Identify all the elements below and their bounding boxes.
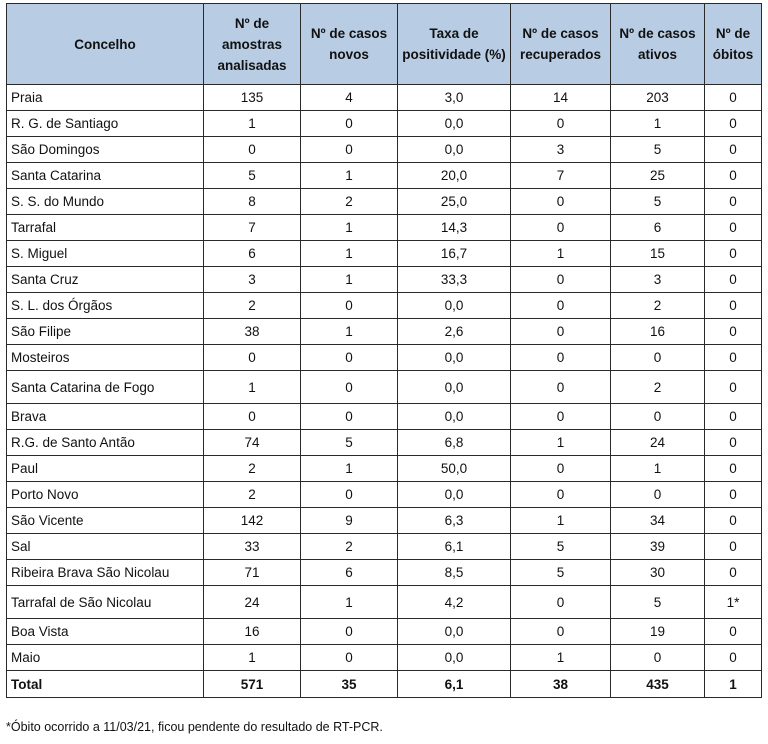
cell-casos-novos: 1 — [301, 586, 398, 619]
cell-recuperados: 0 — [511, 482, 611, 508]
cell-ativos: 1 — [611, 456, 705, 482]
table-row — [7, 619, 762, 645]
table-row — [7, 241, 762, 267]
cell-ativos: 0 — [611, 404, 705, 430]
cell-recuperados: 1 — [511, 241, 611, 267]
cell-ativos: 39 — [611, 534, 705, 560]
cell-ativos: 203 — [611, 85, 705, 111]
cell-obitos: 0 — [705, 137, 762, 163]
cell-amostras: 33 — [204, 534, 301, 560]
cell-taxa: 0,0 — [398, 645, 511, 671]
cell-casos-novos: 1 — [301, 456, 398, 482]
cell-obitos: 1* — [705, 586, 762, 619]
total-ativos: 435 — [611, 671, 705, 698]
table-row — [7, 508, 762, 534]
header-row — [7, 4, 762, 85]
cell-recuperados: 0 — [511, 619, 611, 645]
cell-recuperados: 5 — [511, 560, 611, 586]
table-row — [7, 189, 762, 215]
cell-obitos: 0 — [705, 215, 762, 241]
header-casos-ativos: Nº de casos ativos — [611, 4, 705, 85]
cell-taxa: 0,0 — [398, 619, 511, 645]
table-row — [7, 371, 762, 404]
cell-taxa: 0,0 — [398, 371, 511, 404]
cell-casos-novos: 0 — [301, 345, 398, 371]
cell-obitos: 0 — [705, 293, 762, 319]
cell-concelho: Sal — [7, 534, 204, 560]
cell-casos-novos: 0 — [301, 371, 398, 404]
cell-obitos: 0 — [705, 241, 762, 267]
covid-cases-table — [6, 3, 762, 698]
cell-obitos: 0 — [705, 508, 762, 534]
cell-concelho: S. L. dos Órgãos — [7, 293, 204, 319]
cell-concelho: Praia — [7, 85, 204, 111]
cell-ativos: 16 — [611, 319, 705, 345]
cell-obitos: 0 — [705, 482, 762, 508]
table-footer — [7, 671, 762, 698]
header-recuperados: Nº de casos recuperados — [511, 4, 611, 85]
cell-concelho: Porto Novo — [7, 482, 204, 508]
cell-concelho: Santa Catarina — [7, 163, 204, 189]
cell-ativos: 25 — [611, 163, 705, 189]
header-casos-novos: Nº de casos novos — [301, 4, 398, 85]
cell-amostras: 142 — [204, 508, 301, 534]
cell-recuperados: 1 — [511, 645, 611, 671]
cell-taxa: 0,0 — [398, 404, 511, 430]
cell-concelho: Brava — [7, 404, 204, 430]
table-row — [7, 215, 762, 241]
cell-obitos: 0 — [705, 430, 762, 456]
cell-casos-novos: 0 — [301, 619, 398, 645]
cell-recuperados: 0 — [511, 456, 611, 482]
cell-concelho: R.G. de Santo Antão — [7, 430, 204, 456]
cell-taxa: 2,6 — [398, 319, 511, 345]
cell-ativos: 5 — [611, 586, 705, 619]
cell-recuperados: 0 — [511, 404, 611, 430]
header-taxa-positividade: Taxa de positividade (%) — [398, 4, 511, 85]
cell-taxa: 0,0 — [398, 137, 511, 163]
cell-casos-novos: 2 — [301, 534, 398, 560]
cell-amostras: 2 — [204, 482, 301, 508]
cell-taxa: 20,0 — [398, 163, 511, 189]
header-concelho: Concelho — [7, 4, 204, 85]
cell-taxa: 3,0 — [398, 85, 511, 111]
cell-recuperados: 5 — [511, 534, 611, 560]
header-obitos: Nº de óbitos — [705, 4, 762, 85]
cell-ativos: 19 — [611, 619, 705, 645]
cell-ativos: 30 — [611, 560, 705, 586]
cell-ativos: 1 — [611, 111, 705, 137]
cell-amostras: 2 — [204, 456, 301, 482]
cell-amostras: 74 — [204, 430, 301, 456]
cell-ativos: 34 — [611, 508, 705, 534]
table-row — [7, 482, 762, 508]
total-casos-novos: 35 — [301, 671, 398, 698]
cell-casos-novos: 1 — [301, 163, 398, 189]
cell-concelho: São Filipe — [7, 319, 204, 345]
cell-taxa: 8,5 — [398, 560, 511, 586]
cell-taxa: 6,1 — [398, 534, 511, 560]
cell-amostras: 24 — [204, 586, 301, 619]
cell-taxa: 16,7 — [398, 241, 511, 267]
cell-casos-novos: 1 — [301, 241, 398, 267]
cell-ativos: 6 — [611, 215, 705, 241]
table-row — [7, 293, 762, 319]
cell-amostras: 0 — [204, 345, 301, 371]
cell-casos-novos: 9 — [301, 508, 398, 534]
cell-casos-novos: 0 — [301, 111, 398, 137]
cell-obitos: 0 — [705, 189, 762, 215]
cell-amostras: 1 — [204, 645, 301, 671]
cell-amostras: 1 — [204, 111, 301, 137]
cell-obitos: 0 — [705, 267, 762, 293]
cell-taxa: 25,0 — [398, 189, 511, 215]
cell-obitos: 0 — [705, 111, 762, 137]
cell-casos-novos: 1 — [301, 319, 398, 345]
table-row — [7, 430, 762, 456]
cell-taxa: 6,3 — [398, 508, 511, 534]
cell-obitos: 0 — [705, 163, 762, 189]
cell-obitos: 0 — [705, 645, 762, 671]
cell-recuperados: 3 — [511, 137, 611, 163]
header-amostras: Nº de amostras analisadas — [204, 4, 301, 85]
cell-taxa: 4,2 — [398, 586, 511, 619]
cell-ativos: 2 — [611, 371, 705, 404]
cell-concelho: Tarrafal — [7, 215, 204, 241]
table-row — [7, 85, 762, 111]
cell-casos-novos: 4 — [301, 85, 398, 111]
table-row — [7, 534, 762, 560]
cell-concelho: S. S. do Mundo — [7, 189, 204, 215]
cell-concelho: São Vicente — [7, 508, 204, 534]
cell-casos-novos: 0 — [301, 293, 398, 319]
cell-amostras: 38 — [204, 319, 301, 345]
cell-amostras: 71 — [204, 560, 301, 586]
total-amostras: 571 — [204, 671, 301, 698]
cell-ativos: 5 — [611, 137, 705, 163]
cell-recuperados: 0 — [511, 215, 611, 241]
cell-concelho: Santa Catarina de Fogo — [7, 371, 204, 404]
table-row — [7, 645, 762, 671]
table-row — [7, 111, 762, 137]
cell-ativos: 0 — [611, 345, 705, 371]
cell-amostras: 5 — [204, 163, 301, 189]
cell-amostras: 7 — [204, 215, 301, 241]
cell-amostras: 0 — [204, 137, 301, 163]
cell-concelho: São Domingos — [7, 137, 204, 163]
table-header — [7, 4, 762, 85]
cell-obitos: 0 — [705, 534, 762, 560]
cell-amostras: 0 — [204, 404, 301, 430]
cell-concelho: Mosteiros — [7, 345, 204, 371]
cell-obitos: 0 — [705, 371, 762, 404]
cell-taxa: 33,3 — [398, 267, 511, 293]
cell-concelho: R. G. de Santiago — [7, 111, 204, 137]
table-row — [7, 404, 762, 430]
table-row — [7, 345, 762, 371]
cell-taxa: 6,8 — [398, 430, 511, 456]
cell-recuperados: 0 — [511, 319, 611, 345]
total-label: Total — [7, 671, 204, 698]
cell-taxa: 14,3 — [398, 215, 511, 241]
footnote: *Óbito ocorrido a 11/03/21, ficou pendente do resultado de RT-PCR. — [6, 720, 383, 734]
cell-casos-novos: 0 — [301, 645, 398, 671]
cell-recuperados: 0 — [511, 371, 611, 404]
cell-amostras: 135 — [204, 85, 301, 111]
cell-obitos: 0 — [705, 85, 762, 111]
cell-ativos: 0 — [611, 482, 705, 508]
cell-recuperados: 0 — [511, 293, 611, 319]
cell-concelho: Maio — [7, 645, 204, 671]
cell-amostras: 1 — [204, 371, 301, 404]
cell-recuperados: 7 — [511, 163, 611, 189]
cell-concelho: Ribeira Brava São Nicolau — [7, 560, 204, 586]
cell-casos-novos: 6 — [301, 560, 398, 586]
total-row — [7, 671, 762, 698]
total-recuperados: 38 — [511, 671, 611, 698]
cell-taxa: 0,0 — [398, 482, 511, 508]
cell-amostras: 3 — [204, 267, 301, 293]
table-body — [7, 85, 762, 671]
cell-casos-novos: 0 — [301, 482, 398, 508]
cell-taxa: 50,0 — [398, 456, 511, 482]
cell-ativos: 15 — [611, 241, 705, 267]
table-row — [7, 586, 762, 619]
table-row — [7, 267, 762, 293]
table-row — [7, 319, 762, 345]
cell-amostras: 8 — [204, 189, 301, 215]
cell-obitos: 0 — [705, 619, 762, 645]
cell-obitos: 0 — [705, 319, 762, 345]
cell-recuperados: 0 — [511, 267, 611, 293]
cell-concelho: Tarrafal de São Nicolau — [7, 586, 204, 619]
table-row — [7, 560, 762, 586]
cell-concelho: Santa Cruz — [7, 267, 204, 293]
total-taxa: 6,1 — [398, 671, 511, 698]
cell-recuperados: 0 — [511, 345, 611, 371]
cell-ativos: 3 — [611, 267, 705, 293]
cell-amostras: 6 — [204, 241, 301, 267]
cell-casos-novos: 0 — [301, 404, 398, 430]
cell-ativos: 0 — [611, 645, 705, 671]
cell-casos-novos: 5 — [301, 430, 398, 456]
cell-recuperados: 0 — [511, 586, 611, 619]
total-obitos: 1 — [705, 671, 762, 698]
cell-ativos: 24 — [611, 430, 705, 456]
cell-recuperados: 0 — [511, 111, 611, 137]
cell-concelho: Boa Vista — [7, 619, 204, 645]
table-row — [7, 137, 762, 163]
cell-obitos: 0 — [705, 456, 762, 482]
cell-obitos: 0 — [705, 560, 762, 586]
cell-amostras: 2 — [204, 293, 301, 319]
cell-recuperados: 0 — [511, 189, 611, 215]
cell-obitos: 0 — [705, 345, 762, 371]
cell-obitos: 0 — [705, 404, 762, 430]
cell-concelho: S. Miguel — [7, 241, 204, 267]
cell-casos-novos: 1 — [301, 215, 398, 241]
cell-taxa: 0,0 — [398, 345, 511, 371]
cell-casos-novos: 0 — [301, 137, 398, 163]
cell-casos-novos: 1 — [301, 267, 398, 293]
table-row — [7, 163, 762, 189]
cell-ativos: 5 — [611, 189, 705, 215]
cell-recuperados: 1 — [511, 508, 611, 534]
cell-casos-novos: 2 — [301, 189, 398, 215]
cell-recuperados: 1 — [511, 430, 611, 456]
cell-ativos: 2 — [611, 293, 705, 319]
cell-taxa: 0,0 — [398, 293, 511, 319]
cell-concelho: Paul — [7, 456, 204, 482]
table-row — [7, 456, 762, 482]
cell-amostras: 16 — [204, 619, 301, 645]
cell-recuperados: 14 — [511, 85, 611, 111]
cell-taxa: 0,0 — [398, 111, 511, 137]
